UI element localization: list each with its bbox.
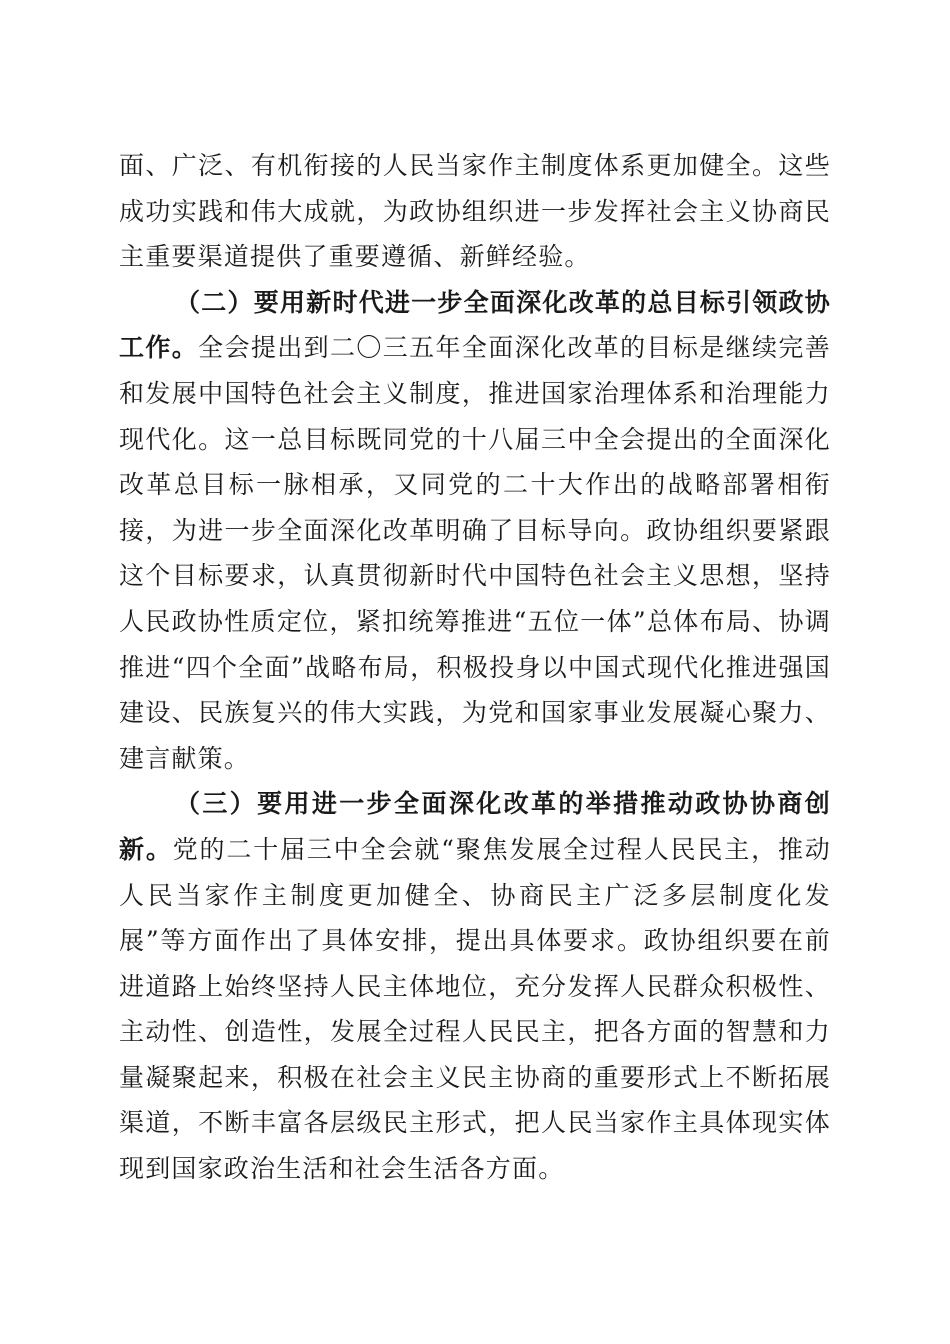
section-heading: （二）要用新时代进一步全面深化改革的总目标引领政协工作。 [119, 287, 831, 363]
paragraph-section-2 [119, 280, 831, 782]
paragraph-text: 全会提出到二〇三五年全面深化改革的目标是继续完善和发展中国特色社会主义制度，推进国家治理体系和治理能力现代化。这一总目标既同党的十八届三中全会提出的全面深化改革总目标一脉相承，又同党的二十大作出的战略部署相衔接，为进一步全面深化改革明确了目标导向。政协组织要紧跟这个目标要求，认真贯彻新时代中国特色社会主义思想，坚持人民政协性质定位，紧扣统筹推进“五位一体”总体布局、协调推进“四个全面”战略布局，积极投身以中国式现代化推进强国建设、民族复兴的伟大实践，为党和国家事业发展凝心聚力、建言献策。 [119, 333, 831, 773]
paragraph-text: 面、广泛、有机衔接的人民当家作主制度体系更加健全。这些成功实践和伟大成就，为政协组织进一步发挥社会主义协商民主重要渠道提供了重要遵循、新鲜经验。 [119, 151, 831, 272]
document-body [119, 143, 831, 1192]
paragraph-section-3 [119, 781, 831, 1191]
paragraph-continuation [119, 143, 831, 280]
section-heading: （三）要用进一步全面深化改革的举措推动政协协商创新。 [119, 789, 831, 864]
paragraph-text: 党的二十届三中全会就“聚焦发展全过程人民民主，推动人民当家作主制度更加健全、协商民主广泛多层制度化发展”等方面作出了具体安排，提出具体要求。政协组织要在前进道路上始终坚持人民主体地位，充分发挥人民群众积极性、主动性、创造性，发展全过程人民民主，把各方面的智慧和力量凝聚起来，积极在社会主义民主协商的重要形式上不断拓展渠道，不断丰富各层级民主形式，把人民当家作主具体现实体现到国家政治生活和社会生活各方面。 [119, 834, 831, 1184]
